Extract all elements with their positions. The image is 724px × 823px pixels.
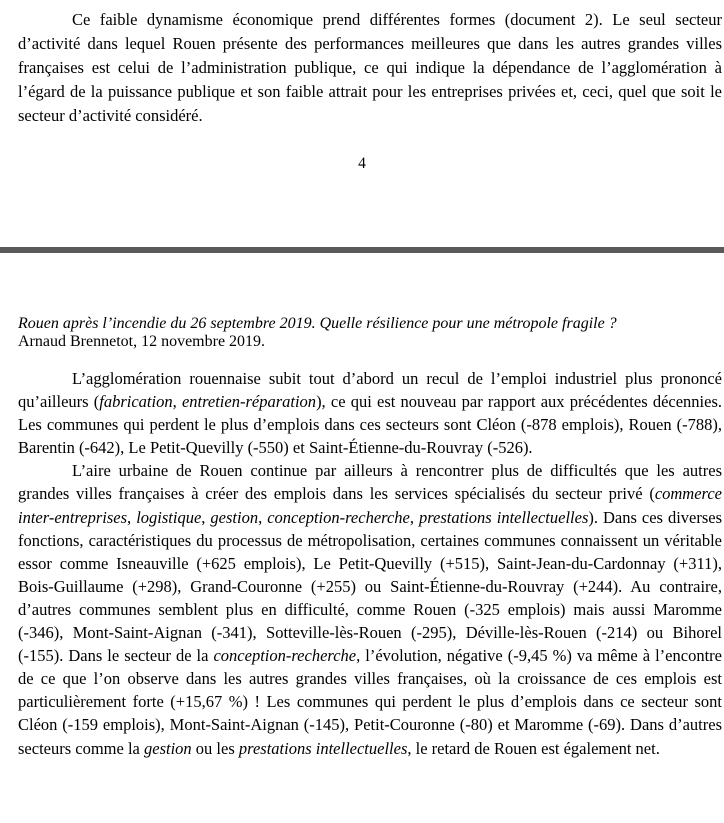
italic-term: conception-recherche <box>213 646 357 666</box>
paragraph-industrial-employment <box>18 367 722 459</box>
text-run: ), ce qui est nouveau par rapport aux précédentes décennies. Les communes qui perdent le plus d’emplois dans ces secteurs sont Cléon (-878 emplois), Rouen (-788), Barentin (-642), Le Petit-Quevilly (-550) et Saint-Étienne-du-Rouvray (-526). <box>18 392 722 458</box>
text-run: , le retard de Rouen est également net. <box>407 738 660 758</box>
italic-term: prestations intellectuelles <box>238 738 408 758</box>
text-run: , l’évolution, négative (-9,45 %) va même à l’encontre de ce que l’on observe dans les autres grandes villes françaises, où la croissance de ces emplois est particulièrement forte (+15,67 %) ! Les communes qui perdent le plus d’emplois dans ce secteur sont Cléon (-159 emplois), Mont-Saint-Aignan (-145), Petit-Couronne (-80) et Maromme (-69). Dans d’autres secteurs comme la <box>18 646 722 758</box>
text-run: , <box>127 507 137 527</box>
text-run: , <box>258 507 268 527</box>
italic-term: fabrication <box>99 392 173 412</box>
text-run: , <box>172 392 182 412</box>
text-run: ou les <box>191 738 239 758</box>
page-divider <box>0 247 724 253</box>
text-run: L’agglomération rouennaise subit tout d’abord un recul de l’emploi industriel plus prononcé qu’ailleurs ( <box>18 369 722 412</box>
top-paragraph: Ce faible dynamisme économique prend différentes formes (document 2). Le seul secteur d’activité dans lequel Rouen présente des performances meilleures que dans les autres grandes villes françaises est celui de l’administration publique, ce qui indique la dépendance de l’agglomération à l’égard de la puissance publique et son faible attrait pour les entreprises privées et, ceci, quel que soit le secteur d’activité considéré. <box>18 10 722 125</box>
reference-author-date: Arnaud Brennetot, 12 novembre 2019. <box>18 333 266 350</box>
text-run: , <box>409 507 419 527</box>
italic-term: gestion <box>144 738 192 758</box>
italic-term: prestations intellectuelles <box>419 507 589 527</box>
italic-term: entretien-réparation <box>181 392 317 412</box>
text-run: L’aire urbaine de Rouen continue par ailleurs à rencontrer plus de difficultés que les autres grandes villes françaises à créer des emplois dans les services spécialisés du secteur privé ( <box>18 461 722 504</box>
paragraph-specialized-services <box>18 459 722 759</box>
reference-title: Rouen après l’incendie du 26 septembre 2019. Quelle résilience pour une métropole fragile ? <box>18 315 617 332</box>
italic-term: commerce inter-entreprises <box>18 484 722 527</box>
italic-term: logistique <box>136 507 202 527</box>
text-run: ). Dans ces diverses fonctions, caractéristiques du processus de métropolisation, certaines communes connaissent un véritable essor comme Isneauville (+625 emplois), Le Petit-Quevilly (+515), Saint-Jean-du-Cardonnay (+311), Bois-Guillaume (+298), Grand-Couronne (+255) ou Saint-Étienne-du-Rouvray (+244). Au contraire, d’autres communes semblent plus en difficulté, comme Rouen (-325 emplois) mais aussi Maromme (-346), Mont-Saint-Aignan (-341), Sotteville-lès-Rouen (-295), Déville-lès-Rouen (-214) ou Bihorel (-155). Dans le secteur de la <box>18 507 723 666</box>
page-number: 4 <box>358 155 366 172</box>
article-body <box>18 367 722 760</box>
italic-term: gestion <box>210 507 259 527</box>
text-run: , <box>201 507 211 527</box>
italic-term: conception-recherche <box>267 507 410 527</box>
